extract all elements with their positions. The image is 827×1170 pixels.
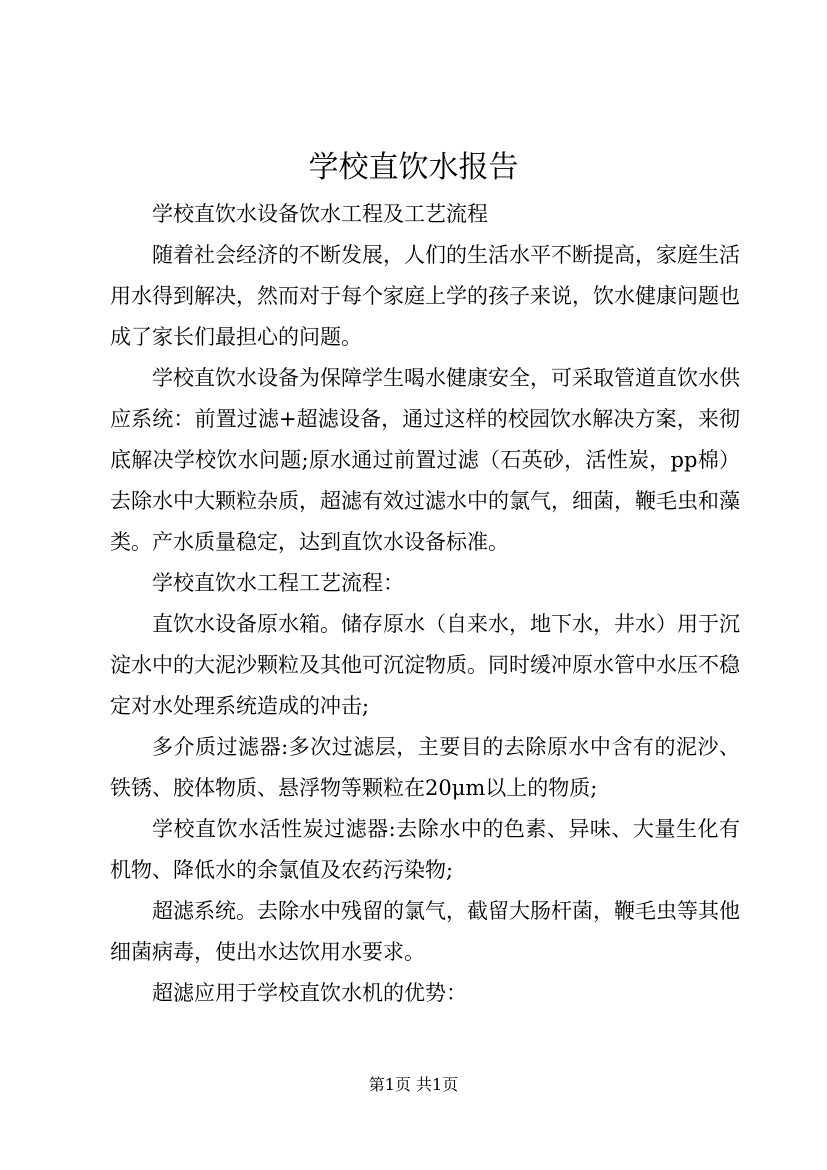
document-body (110, 194, 740, 1014)
section-heading: 学校直饮水设备饮水工程及工艺流程 (152, 202, 488, 226)
paragraph: 超滤系统。去除水中残留的氯气，截留大肠杆菌，鞭毛虫等其他细菌病毒，使出水达饮用水要求。 (110, 899, 740, 964)
page-number-footer: 第1页 共1页 (368, 1075, 459, 1094)
paragraph: 多介质过滤器:多次过滤层，主要目的去除原水中含有的泥沙、铁锈、胶体物质、悬浮物等颗粒在20μm以上的物质; (110, 735, 740, 800)
document-title: 学校直饮水报告 (308, 150, 519, 185)
paragraph: 超滤应用于学校直饮水机的优势： (152, 981, 467, 1005)
paragraph: 学校直饮水设备为保障学生喝水健康安全，可采取管道直饮水供应系统：前置过滤+超滤设备，通过这样的校园饮水解决方案，来彻底解决学校饮水问题;原水通过前置过滤（石英砂，活性炭，pp棉）去除水中大颗粒杂质，超滤有效过滤水中的氯气，细菌，鞭毛虫和藻类。产水质量稳定，达到直饮水设备标准。 (110, 366, 740, 554)
paragraph: 随着社会经济的不断发展，人们的生活水平不断提高，家庭生活用水得到解决，然而对于每个家庭上学的孩子来说，饮水健康问题也成了家长们最担心的问题。 (110, 243, 740, 349)
paragraph: 学校直饮水活性炭过滤器:去除水中的色素、异味、大量生化有机物、降低水的余氯值及农药污染物; (110, 817, 740, 882)
section-heading: 学校直饮水工程工艺流程： (152, 571, 404, 595)
paragraph: 直饮水设备原水箱。储存原水（自来水，地下水，井水）用于沉淀水中的大泥沙颗粒及其他可沉淀物质。同时缓冲原水管中水压不稳定对水处理系统造成的冲击; (110, 612, 740, 718)
